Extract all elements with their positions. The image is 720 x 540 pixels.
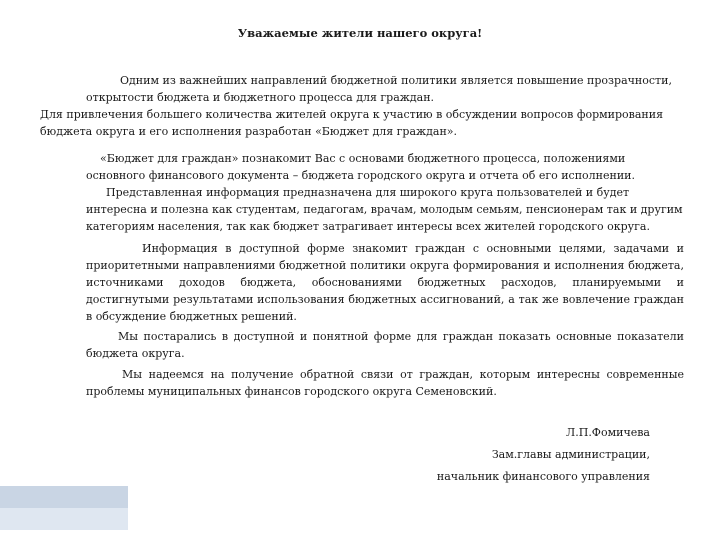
signature-position: Зам.главы администрации, <box>491 448 650 461</box>
decorative-stripe <box>0 486 128 508</box>
signature-department: начальник финансового управления <box>436 470 650 483</box>
paragraph-6: Мы постарались в доступной и понятной форме для граждан показать основные показатели бюджета округа. <box>86 330 684 360</box>
decorative-stripe <box>0 508 128 530</box>
signature-name: Л.П.Фомичева <box>566 426 650 439</box>
paragraph-5: Информация в доступной форме знакомит граждан с основными целями, задачами и приоритетными направлениями бюджетной политики округа формирования и исполнения бюджета, источниками доходов бюджета, обоснованиями бюджетных расходов, планируемыми и достигнутыми результатами использования бюджетных ассигнований, а так же вовлечение граждан в обсуждение бюджетных решений. <box>86 242 684 323</box>
paragraph-4: Представленная информация предназначена для широкого круга пользователей и будет интересна и полезна как студентам, педагогам, врачам, молодым семьям, пенсионерам так и другим категориям населения, так как бюджет затрагивает интересы всех жителей городского округа. <box>86 186 683 233</box>
paragraph-7: Мы надеемся на получение обратной связи от граждан, которым интересны современные проблемы муниципальных финансов городского округа Семеновский. <box>86 368 684 398</box>
paragraph-3: «Бюджет для граждан» познакомит Вас с основами бюджетного процесса, положениями основного финансового документа – бюджета городского округа и отчета об его исполнении. <box>86 152 635 182</box>
paragraph-1: Одним из важнейших направлений бюджетной политики является повышение прозрачности, открытости бюджета и бюджетного процесса для граждан. <box>86 74 672 104</box>
letter-title: Уважаемые жители нашего округа! <box>237 26 483 40</box>
paragraph-2: Для привлечения большего количества жителей округа к участию в обсуждении вопросов формирования бюджета округа и его исполнения разработан «Бюджет для граждан». <box>40 108 664 138</box>
signature-block <box>380 422 650 488</box>
